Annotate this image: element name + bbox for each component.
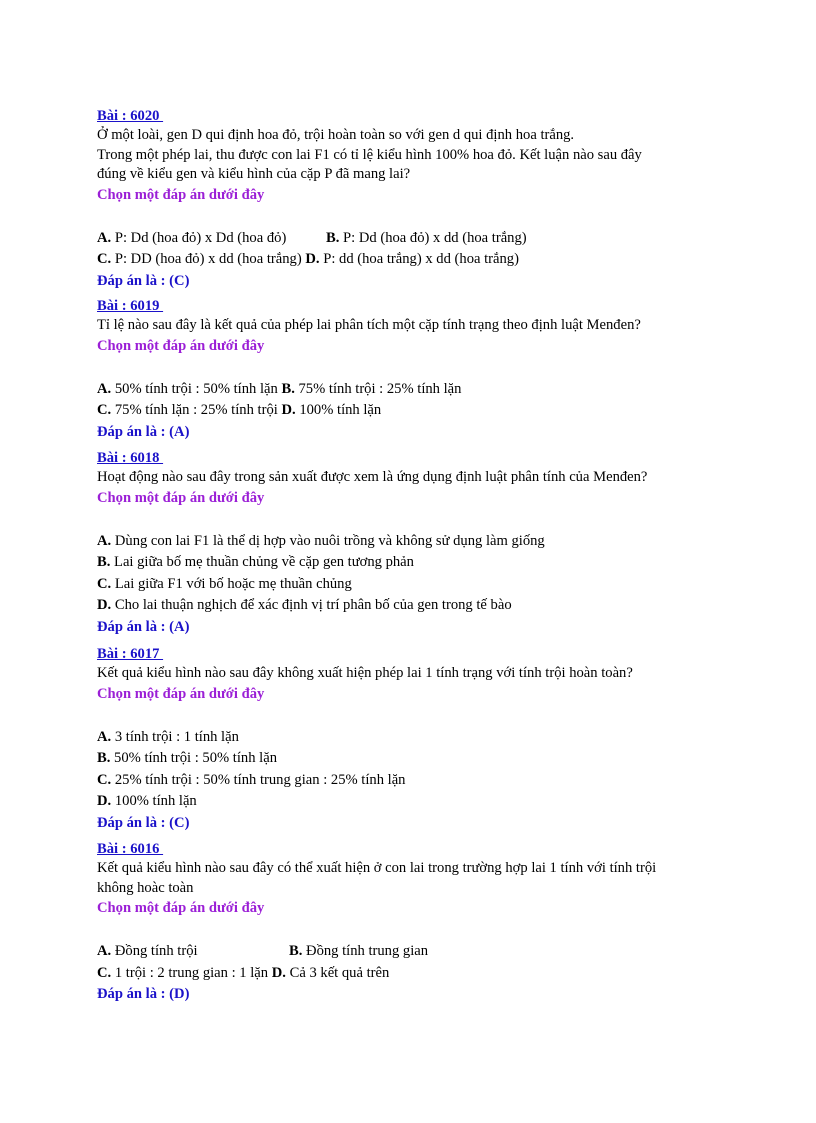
stem-line: Tỉ lệ nào sau đây là kết quả của phép lai phân tích một cặp tính trạng theo định luật Menđen? (97, 317, 641, 333)
option-d[interactable]: D. Cho lai thuận nghịch để xác định vị trí phân bố của gen trong tế bào (97, 597, 512, 613)
choose-prompt: Chọn một đáp án dưới đây (97, 337, 265, 354)
option-row (97, 963, 717, 985)
option-b[interactable]: B. 75% tính trội : 25% tính lặn (281, 380, 462, 397)
answer-label: Đáp án là : (C) (97, 814, 190, 831)
question-6017 (97, 644, 717, 834)
option-row (97, 228, 717, 250)
stem-line: không hoàc toàn (97, 879, 194, 896)
option-row (97, 249, 717, 271)
stem-line: Kết quả kiểu hình nào sau đây có thể xuất hiện ở con lai trong trường hợp lai 1 tính với tính trội (97, 860, 657, 876)
choose-prompt: Chọn một đáp án dưới đây (97, 685, 265, 702)
answer-label: Đáp án là : (A) (97, 618, 190, 635)
option-b[interactable]: B. Lai giữa bố mẹ thuần chủng về cặp gen tương phản (97, 554, 414, 570)
option-b[interactable]: B. Đồng tính trung gian (289, 943, 429, 959)
question-title-link[interactable]: Bài : 6016 (97, 841, 164, 857)
option-row (97, 400, 717, 422)
question-6018 (97, 448, 717, 638)
option-b[interactable]: B. P: Dd (hoa đỏ) x dd (hoa trắng) (326, 229, 527, 246)
option-c[interactable]: C. 1 trội : 2 trung gian : 1 lặn (97, 964, 269, 981)
option-a[interactable]: A. Đồng tính trội (97, 943, 198, 959)
question-title-link[interactable]: Bài : 6020 (97, 108, 164, 124)
question-stem (97, 859, 717, 898)
option-b[interactable]: B. 50% tính trội : 50% tính lặn (97, 750, 277, 766)
choose-prompt: Chọn một đáp án dưới đây (97, 489, 265, 506)
question-6019 (97, 296, 717, 443)
question-stem (97, 468, 717, 488)
choose-prompt: Chọn một đáp án dưới đây (97, 900, 265, 916)
answer-label: Đáp án là : (A) (97, 423, 190, 440)
answer-label: Đáp án là : (D) (97, 986, 190, 1002)
option-a[interactable]: A. 3 tính trội : 1 tính lặn (97, 728, 239, 745)
option-d[interactable]: D. Cả 3 kết quả trên (271, 964, 390, 981)
question-6020 (97, 106, 717, 292)
stem-line: Kết quả kiểu hình nào sau đây không xuất hiện phép lai 1 tính trạng với tính trội hoàn toàn? (97, 665, 633, 681)
option-d[interactable]: D. 100% tính lặn (97, 793, 197, 809)
question-6016 (97, 839, 717, 1005)
question-title-link[interactable]: Bài : 6018 (97, 450, 164, 466)
option-c[interactable]: C. 25% tính trội : 50% tính trung gian : 25% tính lặn (97, 771, 406, 788)
option-row (97, 379, 717, 401)
option-a[interactable]: A. 50% tính trội : 50% tính lặn (97, 380, 278, 397)
option-c[interactable]: C. 75% tính lặn : 25% tính trội (97, 402, 278, 418)
answer-label: Đáp án là : (C) (97, 272, 190, 289)
choose-prompt: Chọn một đáp án dưới đây (97, 186, 265, 203)
option-row (97, 941, 717, 963)
question-stem (97, 664, 717, 684)
question-stem (97, 316, 717, 336)
option-c[interactable]: C. Lai giữa F1 với bố hoặc mẹ thuần chủng (97, 575, 352, 592)
question-title-link[interactable]: Bài : 6017 (97, 646, 164, 662)
stem-line: đúng về kiểu gen và kiểu hình của cặp P đã mang lai? (97, 166, 411, 182)
option-d[interactable]: D. P: dd (hoa trắng) x dd (hoa trắng) (305, 251, 519, 267)
option-a[interactable]: A. Dùng con lai F1 là thể dị hợp vào nuôi trồng và không sử dụng làm giống (97, 532, 545, 549)
stem-line: Hoạt động nào sau đây trong sản xuất được xem là ứng dụng định luật phân tính của Menđen? (97, 469, 648, 485)
option-d[interactable]: D. 100% tính lặn (281, 402, 382, 418)
stem-line: Trong một phép lai, thu được con lai F1 có tỉ lệ kiểu hình 100% hoa đỏ. Kết luận nào sau đây (97, 146, 642, 163)
stem-line: Ở một loài, gen D qui định hoa đỏ, trội hoàn toàn so với gen d qui định hoa trắng. (97, 127, 575, 143)
question-title-link[interactable]: Bài : 6019 (97, 298, 164, 314)
option-c[interactable]: C. P: DD (hoa đỏ) x dd (hoa trắng) (97, 251, 302, 267)
question-stem (97, 126, 717, 185)
option-a[interactable]: A. P: Dd (hoa đỏ) x Dd (hoa đỏ) (97, 229, 287, 246)
